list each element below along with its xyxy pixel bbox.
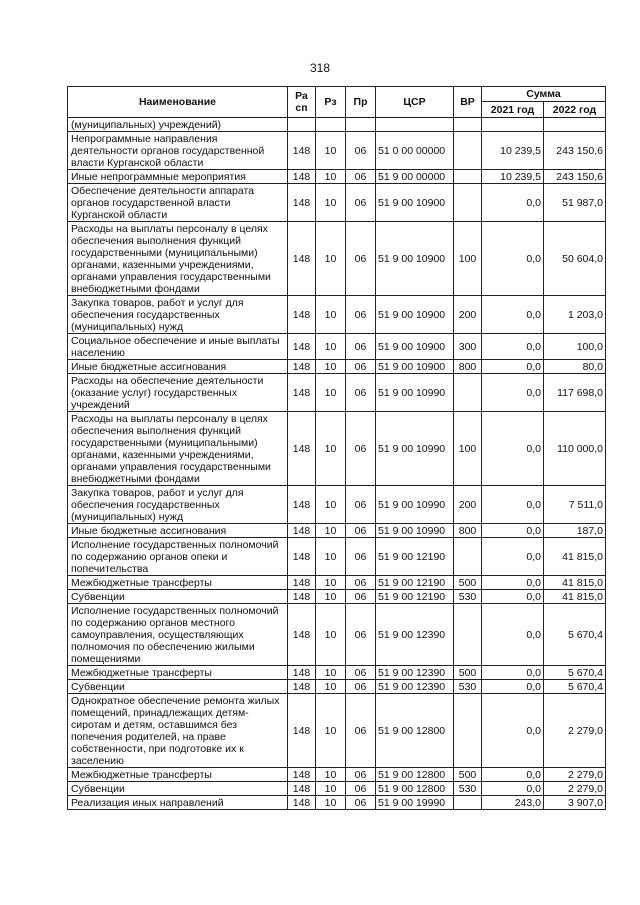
cell-vr: [454, 538, 482, 576]
cell-rz: 10: [316, 296, 346, 334]
cell-rasp: 148: [288, 576, 316, 590]
cell-2022: 2 279,0: [544, 694, 606, 768]
cell-name: Субвенции: [68, 782, 288, 796]
cell-rz: 10: [316, 576, 346, 590]
cell-pr: 06: [346, 576, 376, 590]
table-row: [68, 666, 606, 680]
cell-rasp: 148: [288, 604, 316, 666]
cell-2022: 100,0: [544, 334, 606, 360]
cell-rasp: 148: [288, 296, 316, 334]
cell-vr: 500: [454, 666, 482, 680]
cell-vr: [454, 694, 482, 768]
cell-name: Обеспечение деятельности аппарата органов государственной власти Курганской области: [68, 184, 288, 222]
cell-2022: 80,0: [544, 360, 606, 374]
cell-rasp: 148: [288, 590, 316, 604]
cell-pr: 06: [346, 590, 376, 604]
cell-2022: 41 815,0: [544, 576, 606, 590]
cell-csr: 51 9 00 12190: [376, 538, 454, 576]
cell-2021: 0,0: [482, 576, 544, 590]
cell-vr: 500: [454, 576, 482, 590]
cell-name: Межбюджетные трансферты: [68, 768, 288, 782]
cell-pr: 06: [346, 360, 376, 374]
cell-vr: 100: [454, 412, 482, 486]
cell-name: Субвенции: [68, 590, 288, 604]
cell-pr: 06: [346, 604, 376, 666]
cell-2021: 0,0: [482, 666, 544, 680]
header-name: Наименование: [68, 87, 288, 118]
table-row: [68, 604, 606, 666]
cell-name: Исполнение государственных полномочий по содержанию органов местного самоуправления, осуществляющих полномочия по обеспечению жилыми помещениями: [68, 604, 288, 666]
cell-2021: 0,0: [482, 590, 544, 604]
cell-csr: 51 9 00 10900: [376, 334, 454, 360]
cell-pr: 06: [346, 486, 376, 524]
cell-2021: 0,0: [482, 222, 544, 296]
cell-2022: 110 000,0: [544, 412, 606, 486]
cell-vr: [454, 374, 482, 412]
cell-rz: 10: [316, 590, 346, 604]
cell-rz: 10: [316, 184, 346, 222]
cell-2022: 5 670,4: [544, 680, 606, 694]
cell-rz: 10: [316, 132, 346, 170]
table-row: [68, 694, 606, 768]
cell-pr: 06: [346, 796, 376, 810]
cell-2022: 5 670,4: [544, 666, 606, 680]
cell-rz: 10: [316, 604, 346, 666]
header-vr: ВР: [454, 87, 482, 118]
cell-rz: 10: [316, 374, 346, 412]
cell-rasp: 148: [288, 184, 316, 222]
table-row: [68, 768, 606, 782]
cell-name: (муниципальных) учреждений): [68, 118, 288, 132]
cell-2021: 0,0: [482, 604, 544, 666]
cell-name: Иные бюджетные ассигнования: [68, 360, 288, 374]
cell-vr: 300: [454, 334, 482, 360]
cell-csr: 51 9 00 10990: [376, 412, 454, 486]
cell-rz: 10: [316, 170, 346, 184]
cell-rz: 10: [316, 768, 346, 782]
cell-vr: 800: [454, 360, 482, 374]
cell-name: Субвенции: [68, 680, 288, 694]
cell-rz: 10: [316, 412, 346, 486]
cell-2021: 0,0: [482, 334, 544, 360]
cell-csr: 51 9 00 10900: [376, 184, 454, 222]
table-row: [68, 374, 606, 412]
cell-pr: 06: [346, 334, 376, 360]
table-row: [68, 412, 606, 486]
cell-rz: 10: [316, 694, 346, 768]
cell-2021: 0,0: [482, 184, 544, 222]
cell-2022: 7 511,0: [544, 486, 606, 524]
cell-2021: 0,0: [482, 524, 544, 538]
table-row: [68, 576, 606, 590]
cell-rasp: 148: [288, 782, 316, 796]
header-2022: 2022 год: [544, 102, 606, 118]
cell-2022: 243 150,6: [544, 132, 606, 170]
cell-pr: 06: [346, 782, 376, 796]
header-rasp: Ра сп: [288, 87, 316, 118]
cell-2021: [482, 118, 544, 132]
table-row: [68, 486, 606, 524]
cell-2021: 0,0: [482, 782, 544, 796]
table-row: [68, 170, 606, 184]
table-row: [68, 296, 606, 334]
cell-csr: 51 9 00 10900: [376, 296, 454, 334]
cell-name: Социальное обеспечение и иные выплаты населению: [68, 334, 288, 360]
cell-rasp: 148: [288, 680, 316, 694]
cell-2021: 0,0: [482, 412, 544, 486]
cell-2022: 41 815,0: [544, 538, 606, 576]
cell-rz: 10: [316, 796, 346, 810]
table-row: [68, 222, 606, 296]
cell-name: Иные бюджетные ассигнования: [68, 524, 288, 538]
cell-csr: 51 9 00 12190: [376, 576, 454, 590]
cell-rasp: 148: [288, 486, 316, 524]
cell-pr: 06: [346, 132, 376, 170]
cell-rasp: 148: [288, 334, 316, 360]
cell-rasp: 148: [288, 360, 316, 374]
table-row: [68, 538, 606, 576]
cell-vr: [454, 604, 482, 666]
cell-2022: 2 279,0: [544, 768, 606, 782]
cell-2021: 0,0: [482, 694, 544, 768]
cell-csr: 51 9 00 10900: [376, 222, 454, 296]
cell-name: Однократное обеспечение ремонта жилых помещений, принадлежащих детям-сиротам и детям, оставшимся без попечения родителей, на праве собственности, при подготовке их к заселению: [68, 694, 288, 768]
cell-pr: 06: [346, 768, 376, 782]
cell-csr: 51 9 00 19990: [376, 796, 454, 810]
cell-pr: 06: [346, 694, 376, 768]
cell-pr: 06: [346, 296, 376, 334]
cell-vr: [454, 170, 482, 184]
cell-rz: 10: [316, 222, 346, 296]
cell-rasp: 148: [288, 374, 316, 412]
cell-2021: 0,0: [482, 680, 544, 694]
cell-2021: 0,0: [482, 538, 544, 576]
cell-csr: 51 9 00 12190: [376, 590, 454, 604]
cell-rz: 10: [316, 680, 346, 694]
cell-name: Закупка товаров, работ и услуг для обеспечения государственных (муниципальных) нужд: [68, 296, 288, 334]
cell-csr: 51 9 00 10990: [376, 524, 454, 538]
table-row: [68, 524, 606, 538]
table-row: [68, 360, 606, 374]
cell-vr: [454, 132, 482, 170]
cell-csr: 51 9 00 10990: [376, 486, 454, 524]
budget-table: [67, 86, 606, 810]
cell-2022: [544, 118, 606, 132]
cell-pr: 06: [346, 374, 376, 412]
cell-pr: 06: [346, 666, 376, 680]
cell-vr: [454, 184, 482, 222]
table-row: [68, 334, 606, 360]
cell-2021: 0,0: [482, 374, 544, 412]
page-number: 318: [309, 61, 331, 75]
cell-rasp: 148: [288, 132, 316, 170]
cell-name: Расходы на выплаты персоналу в целях обеспечения выполнения функций государственными (муниципальными) органами, казенными учреждениями, органами управления государственными внебюджетными фондами: [68, 412, 288, 486]
cell-2022: 2 279,0: [544, 782, 606, 796]
cell-name: Исполнение государственных полномочий по содержанию органов опеки и попечительства: [68, 538, 288, 576]
header-pr: Пр: [346, 87, 376, 118]
cell-2022: 117 698,0: [544, 374, 606, 412]
cell-2021: 0,0: [482, 486, 544, 524]
cell-2022: 41 815,0: [544, 590, 606, 604]
cell-pr: 06: [346, 524, 376, 538]
cell-2022: 3 907,0: [544, 796, 606, 810]
cell-rz: 10: [316, 666, 346, 680]
cell-2021: 0,0: [482, 360, 544, 374]
cell-name: Реализация иных направлений: [68, 796, 288, 810]
cell-csr: 51 9 00 12800: [376, 694, 454, 768]
cell-csr: 51 9 00 10900: [376, 360, 454, 374]
cell-vr: [454, 118, 482, 132]
cell-csr: 51 0 00 00000: [376, 132, 454, 170]
cell-csr: 51 9 00 12390: [376, 604, 454, 666]
cell-vr: 500: [454, 768, 482, 782]
header-csr: ЦСР: [376, 87, 454, 118]
cell-2022: 187,0: [544, 524, 606, 538]
cell-csr: 51 9 00 12800: [376, 782, 454, 796]
cell-vr: 530: [454, 782, 482, 796]
cell-rz: 10: [316, 782, 346, 796]
cell-rasp: 148: [288, 524, 316, 538]
cell-rz: 10: [316, 360, 346, 374]
cell-pr: 06: [346, 412, 376, 486]
cell-name: Закупка товаров, работ и услуг для обеспечения государственных (муниципальных) нужд: [68, 486, 288, 524]
cell-vr: 200: [454, 486, 482, 524]
cell-csr: 51 9 00 12800: [376, 768, 454, 782]
cell-vr: 530: [454, 590, 482, 604]
cell-vr: 530: [454, 680, 482, 694]
table-row: [68, 680, 606, 694]
cell-pr: 06: [346, 170, 376, 184]
cell-pr: [346, 118, 376, 132]
cell-2022: 51 987,0: [544, 184, 606, 222]
cell-2021: 0,0: [482, 768, 544, 782]
cell-name: Межбюджетные трансферты: [68, 666, 288, 680]
cell-vr: 100: [454, 222, 482, 296]
cell-2021: 10 239,5: [482, 170, 544, 184]
cell-csr: 51 9 00 12390: [376, 680, 454, 694]
cell-name: Расходы на обеспечение деятельности (оказание услуг) государственных учреждений: [68, 374, 288, 412]
cell-pr: 06: [346, 222, 376, 296]
cell-rasp: 148: [288, 694, 316, 768]
cell-vr: [454, 796, 482, 810]
table-row: [68, 184, 606, 222]
cell-rasp: 148: [288, 538, 316, 576]
cell-vr: 200: [454, 296, 482, 334]
cell-rasp: [288, 118, 316, 132]
header-2021: 2021 год: [482, 102, 544, 118]
cell-csr: 51 9 00 12390: [376, 666, 454, 680]
cell-pr: 06: [346, 538, 376, 576]
cell-2022: 50 604,0: [544, 222, 606, 296]
cell-csr: [376, 118, 454, 132]
cell-rz: 10: [316, 524, 346, 538]
cell-name: Иные непрограммные мероприятия: [68, 170, 288, 184]
cell-rasp: 148: [288, 768, 316, 782]
cell-csr: 51 9 00 10990: [376, 374, 454, 412]
cell-pr: 06: [346, 184, 376, 222]
cell-rz: 10: [316, 486, 346, 524]
cell-2022: 1 203,0: [544, 296, 606, 334]
table-row: [68, 118, 606, 132]
table-row: [68, 590, 606, 604]
table-row: [68, 782, 606, 796]
cell-name: Межбюджетные трансферты: [68, 576, 288, 590]
cell-2022: 243 150,6: [544, 170, 606, 184]
cell-vr: 800: [454, 524, 482, 538]
cell-rasp: 148: [288, 222, 316, 296]
cell-csr: 51 9 00 00000: [376, 170, 454, 184]
cell-name: Непрограммные направления деятельности органов государственной власти Курганской области: [68, 132, 288, 170]
cell-rz: [316, 118, 346, 132]
cell-2022: 5 670,4: [544, 604, 606, 666]
cell-rasp: 148: [288, 170, 316, 184]
header-sum: Сумма: [482, 87, 606, 102]
cell-rasp: 148: [288, 796, 316, 810]
cell-rz: 10: [316, 334, 346, 360]
header-rz: Рз: [316, 87, 346, 118]
cell-rasp: 148: [288, 412, 316, 486]
table-body: [68, 118, 606, 810]
table-row: [68, 796, 606, 810]
cell-rz: 10: [316, 538, 346, 576]
cell-rasp: 148: [288, 666, 316, 680]
table-row: [68, 132, 606, 170]
cell-2021: 0,0: [482, 296, 544, 334]
cell-2021: 10 239,5: [482, 132, 544, 170]
cell-name: Расходы на выплаты персоналу в целях обеспечения выполнения функций государственными (муниципальными) органами, казенными учреждениями, органами управления государственными внебюджетными фондами: [68, 222, 288, 296]
cell-2021: 243,0: [482, 796, 544, 810]
cell-pr: 06: [346, 680, 376, 694]
